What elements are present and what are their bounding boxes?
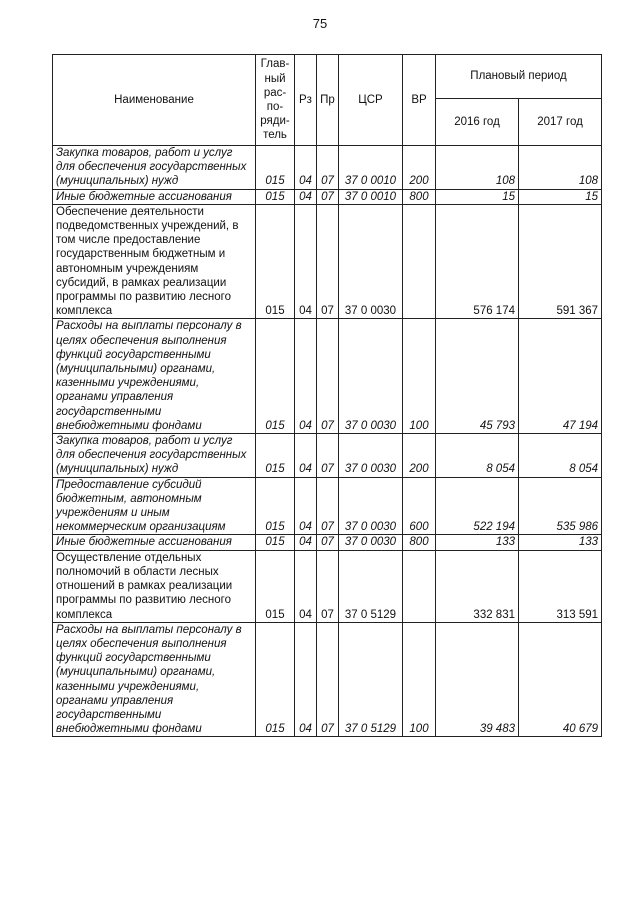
row-name: Закупка товаров, работ и услуг для обеспечения государственных (муниципальных) нужд (53, 434, 256, 478)
table-row (53, 550, 602, 622)
row-pr: 07 (317, 622, 339, 737)
row-vr: 800 (403, 189, 436, 204)
row-grbs: 015 (256, 434, 295, 478)
row-name: Осуществление отдельных полномочий в области лесных отношений в рамках реализации программы по развитию лесного комплекса (53, 550, 256, 622)
row-rz: 04 (295, 434, 317, 478)
header-vr: ВР (403, 55, 436, 146)
row-grbs: 015 (256, 204, 295, 319)
row-rz: 04 (295, 189, 317, 204)
header-year-2017: 2017 год (519, 99, 602, 146)
row-vr: 200 (403, 434, 436, 478)
row-grbs: 015 (256, 319, 295, 434)
row-vr: 200 (403, 146, 436, 190)
row-amount-2016: 133 (436, 535, 519, 550)
header-name: Наименование (53, 55, 256, 146)
row-name: Закупка товаров, работ и услуг для обеспечения государственных (муниципальных) нужд (53, 146, 256, 190)
row-vr: 100 (403, 319, 436, 434)
row-name: Расходы на выплаты персоналу в целях обеспечения выполнения функций государственными (муниципальными) органами, казенными учреждениями, органами управления государственными внебюджетными фондами (53, 319, 256, 434)
header-plan-period: Плановый период (436, 55, 602, 99)
row-amount-2016: 332 831 (436, 550, 519, 622)
row-grbs: 015 (256, 146, 295, 190)
row-rz: 04 (295, 535, 317, 550)
row-name: Расходы на выплаты персоналу в целях обеспечения выполнения функций государственными (муниципальными) органами, казенными учреждениями, органами управления государственными внебюджетными фондами (53, 622, 256, 737)
budget-table (52, 54, 602, 737)
table-row (53, 434, 602, 478)
header-year-2016: 2016 год (436, 99, 519, 146)
row-grbs: 015 (256, 535, 295, 550)
row-name: Предоставление субсидий бюджетным, автономным учреждениям и иным некоммерческим организациям (53, 477, 256, 535)
row-name: Иные бюджетные ассигнования (53, 189, 256, 204)
row-grbs: 015 (256, 477, 295, 535)
page-number: 75 (312, 16, 328, 31)
table-row (53, 535, 602, 550)
row-amount-2016: 15 (436, 189, 519, 204)
row-amount-2016: 8 054 (436, 434, 519, 478)
row-vr (403, 550, 436, 622)
row-amount-2016: 576 174 (436, 204, 519, 319)
row-amount-2017: 535 986 (519, 477, 602, 535)
row-vr: 100 (403, 622, 436, 737)
table-row (53, 146, 602, 190)
row-pr: 07 (317, 204, 339, 319)
row-vr: 800 (403, 535, 436, 550)
row-csr: 37 0 0010 (339, 189, 403, 204)
row-pr: 07 (317, 550, 339, 622)
row-csr: 37 0 5129 (339, 550, 403, 622)
row-rz: 04 (295, 550, 317, 622)
row-rz: 04 (295, 204, 317, 319)
row-amount-2016: 522 194 (436, 477, 519, 535)
row-grbs: 015 (256, 189, 295, 204)
table-row (53, 319, 602, 434)
row-amount-2017: 15 (519, 189, 602, 204)
table-row (53, 189, 602, 204)
table-row (53, 477, 602, 535)
row-amount-2016: 45 793 (436, 319, 519, 434)
row-grbs: 015 (256, 550, 295, 622)
row-grbs: 015 (256, 622, 295, 737)
header-csr: ЦСР (339, 55, 403, 146)
header-pr: Пр (317, 55, 339, 146)
row-amount-2017: 591 367 (519, 204, 602, 319)
row-rz: 04 (295, 146, 317, 190)
row-pr: 07 (317, 477, 339, 535)
row-amount-2017: 40 679 (519, 622, 602, 737)
row-csr: 37 0 0030 (339, 477, 403, 535)
header-rz: Рз (295, 55, 317, 146)
row-amount-2017: 313 591 (519, 550, 602, 622)
row-csr: 37 0 0030 (339, 434, 403, 478)
row-csr: 37 0 0030 (339, 535, 403, 550)
table-row (53, 622, 602, 737)
row-vr: 600 (403, 477, 436, 535)
row-amount-2017: 108 (519, 146, 602, 190)
row-pr: 07 (317, 146, 339, 190)
row-pr: 07 (317, 319, 339, 434)
row-pr: 07 (317, 434, 339, 478)
row-vr (403, 204, 436, 319)
row-rz: 04 (295, 319, 317, 434)
row-rz: 04 (295, 622, 317, 737)
row-rz: 04 (295, 477, 317, 535)
row-csr: 37 0 0030 (339, 204, 403, 319)
row-amount-2016: 39 483 (436, 622, 519, 737)
row-amount-2017: 47 194 (519, 319, 602, 434)
row-csr: 37 0 5129 (339, 622, 403, 737)
row-name: Обеспечение деятельности подведомственных учреждений, в том числе предоставление государственным бюджетным и автономным учреждениям субсидий, в рамках реализации программы по развитию лесного комплекса (53, 204, 256, 319)
row-amount-2017: 133 (519, 535, 602, 550)
row-amount-2016: 108 (436, 146, 519, 190)
header-grbs: Глав- ный рас- по- ряди- тель (256, 55, 295, 146)
row-csr: 37 0 0030 (339, 319, 403, 434)
row-name: Иные бюджетные ассигнования (53, 535, 256, 550)
row-pr: 07 (317, 189, 339, 204)
table-row (53, 204, 602, 319)
row-csr: 37 0 0010 (339, 146, 403, 190)
row-amount-2017: 8 054 (519, 434, 602, 478)
row-pr: 07 (317, 535, 339, 550)
